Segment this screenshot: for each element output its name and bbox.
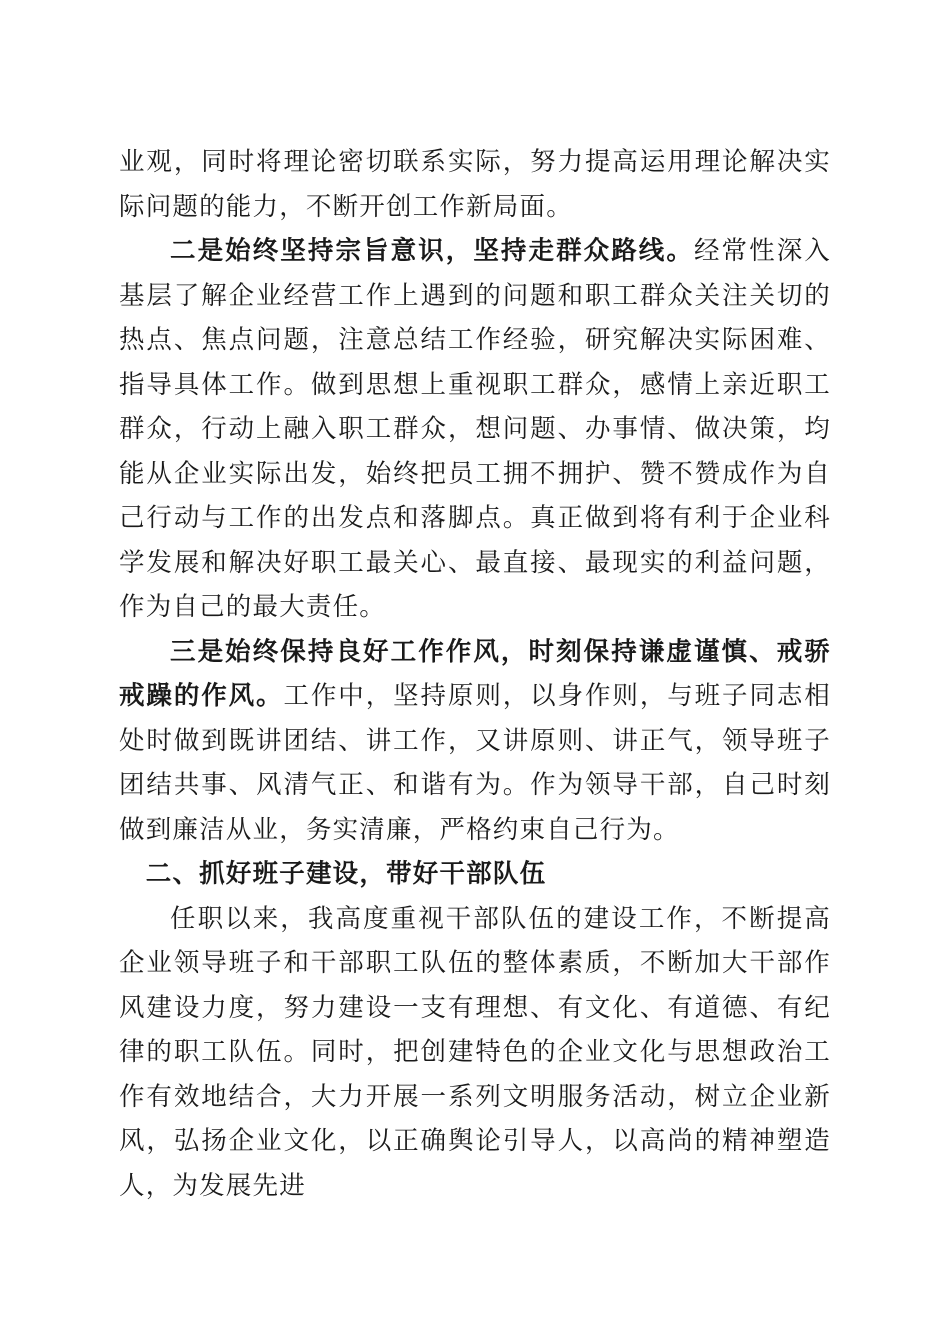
paragraph-continuation: 业观，同时将理论密切联系实际，努力提高运用理论解决实际问题的能力，不断开创工作新局面。: [119, 147, 831, 222]
paragraph-text: 经常性深入基层了解企业经营工作上遇到的问题和职工群众关注关切的热点、焦点问题，注意总结工作经验，研究解决实际困难、指导具体工作。做到思想上重视职工群众，感情上亲近职工群众，行动上融入职工群众，想问题、办事情、做决策，均能从企业实际出发，始终把员工拥不拥护、赞不赞成作为自己行动与工作的出发点和落脚点。真正做到将有利于企业科学发展和解决好职工最关心、最直接、最现实的利益问题，作为自己的最大责任。: [119, 236, 831, 622]
paragraph-mass-line: [119, 229, 831, 630]
paragraph-lead: 三是始终保持良好工作作风，时刻保持谦虚谨慎、戒骄戒躁的作风。: [119, 636, 831, 711]
paragraph-text: 工作中，坚持原则，以身作则，与班子同志相处时做到既讲团结、讲工作，又讲原则、讲正气，领导班子团结共事、风清气正、和谐有为。作为领导干部，自己时刻做到廉洁从业，务实清廉，严格约束自己行为。: [119, 681, 831, 845]
document-body: [119, 140, 831, 1208]
section-heading: 二、抓好班子建设，带好干部队伍: [145, 859, 547, 889]
paragraph-lead: 二是始终坚持宗旨意识，坚持走群众路线。: [170, 236, 694, 266]
paragraph-work-style: [119, 630, 831, 853]
paragraph-team-building: 任职以来，我高度重视干部队伍的建设工作，不断提高企业领导班子和干部职工队伍的整体素质，不断加大干部作风建设力度，努力建设一支有理想、有文化、有道德、有纪律的职工队伍。同时，把创建特色的企业文化与思想政治工作有效地结合，大力开展一系列文明服务活动，树立企业新风，弘扬企业文化，以正确舆论引导人，以高尚的精神塑造人，为发展先进: [119, 903, 831, 1201]
